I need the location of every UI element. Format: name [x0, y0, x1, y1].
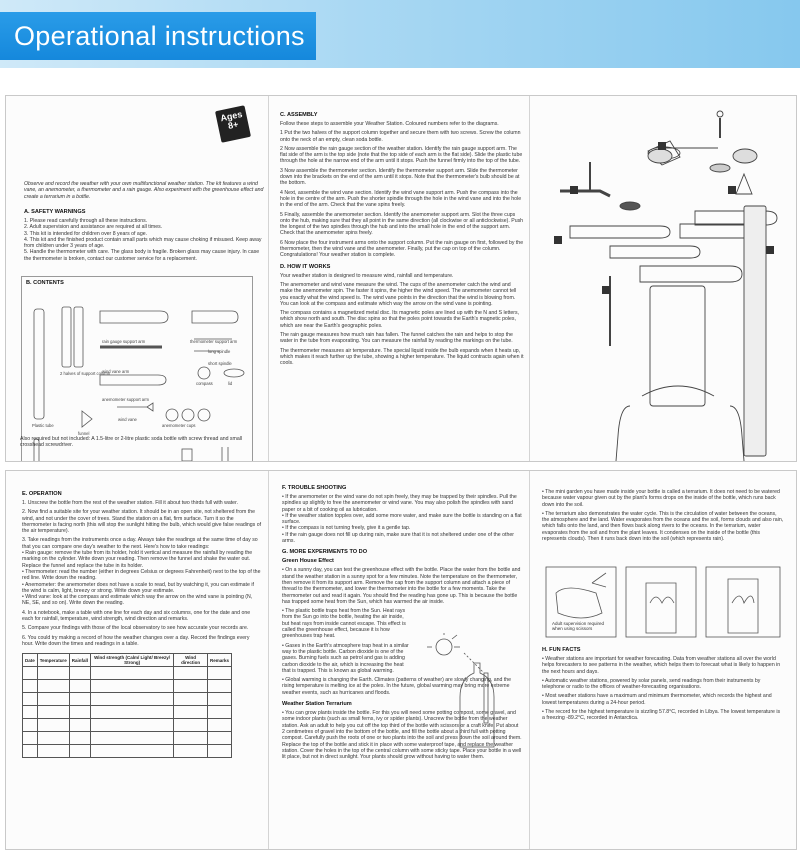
header-banner	[0, 0, 800, 68]
safety-section	[24, 204, 264, 262]
age-badge: Ages 8+	[215, 105, 251, 143]
greenhouse-paragraph: • Global warming is changing the Earth. Climates (patterns of weather) are slowly changing, and the rising temperature is melting ice at the poles. In the future, global warming may bring more extreme weather events, such as hurricanes and floods.	[282, 677, 512, 696]
terrarium-illustration	[542, 563, 784, 643]
terrarium-paragraph: • You can grow plants inside the bottle. For this you will need some potting compost, some gravel, and some indoor plants (such as small ferns, ivy or spider plants). Unscrew the bottle from the weather station. Ask an adult to help you cut off the top third of the bottle with scissors or a craft knife. Put about 2 centimetres of gravel into the bottom of the bottle, and fill the bottle about a third full with potting compost. Carefully push the roots of one or two plants into the soil and press down the soil around them. Replace the top of the bottle and stick it in place with some waterproof tape, and replace the weather station. Cover the holes in the top of the central column with some sticky tape. Place your bottle in a well lit place, but not in direct sunlight. Your plants should grow without having to water them.	[282, 710, 522, 761]
greenhouse-title: Green House Effect	[282, 558, 334, 565]
operation-item: 5. Compare your findings with those of the local observatory to see how accurate your records are.	[22, 625, 249, 632]
assembly-step: 5 Finally, assemble the anemometer section. Identify the anemometer support arm. Slot the three cups onto the hub, making sure that they all point in the same direction (all clockwise or all anticlockwise). Push the longest of the two spindles through the hub and into the small hole in the end of the support arm. Check that the anemometer spins freely.	[280, 211, 524, 237]
troubleshooting-item: • If the weather station topples over, add some more water, and make sure the bottle is standing on a flat surface.	[282, 512, 522, 526]
operation-item: 3. Take readings from the instruments once a day. Always take the readings at the same time of day so that you can compare one day's weather to the next. Here's how to take readings:	[22, 537, 258, 550]
table-row	[23, 706, 232, 719]
contents-label: Plastic tube	[32, 423, 54, 428]
terrarium-continued	[542, 489, 784, 545]
assembly-step: 1 Put the two halves of the support column together and secure them with two screws. Screw the column onto the neck of an empty, clean soda bottle.	[280, 130, 521, 143]
page-5	[282, 471, 522, 849]
contents-label: short spindle	[208, 361, 232, 366]
safety-item: 4. This kit and the finished product contain small parts which may cause choking if misused. Keep away from children under 3 years of age.	[24, 236, 262, 250]
greenhouse-paragraph: • The plastic bottle traps heat from the Sun. Heat rays from the Sun go into the bottle, heating the air inside, but heat rays from inside cannot escape. This effect is called the greenhouse effect, because it is how greenhouses trap heat.	[282, 608, 406, 640]
fold-line	[529, 471, 530, 849]
safety-item: 3. This kit is intended for children over 8 years of age.	[24, 230, 148, 237]
terrarium-paragraph: • The mini garden you have made inside your bottle is called a terrarium. It does not need to be watered because water vapour given out by the plant's forms drops on the inside of the bottle, which runs back down into the soil.	[542, 489, 780, 508]
assembly-step: 4 Next, assemble the wind vane section. Identify the wind vane support arm. Push the compass into the hole in the centre of the arm. Push the shorter spindle through the hole in the wind vane and into the hole in the end of the arm. Check that the vane spins freely.	[280, 189, 522, 209]
page-2	[276, 96, 524, 461]
operation-title: E. OPERATION	[22, 491, 62, 497]
table-header-row	[23, 654, 232, 667]
anemometer-arm-icon	[100, 375, 166, 385]
weather-log-table	[22, 653, 232, 758]
fold-line	[268, 96, 269, 461]
column-header: Date	[23, 654, 38, 667]
operation-item: 2. Now find a suitable site for your weather station. It should be in an open site, not sheltered from the wind, and not under the cover of trees. Stand the station on a flat, firm surface. Turn it so the thermometer is facing north (this will stop the sunlight hitting the bulb, which would give false readings of the air temperature).	[22, 509, 262, 535]
operation-item: • Wind vane: look at the compass and estimate which way the arrow on the wind vane is pointing (N, NE, SE, and so on). Write down the reading.	[22, 594, 253, 607]
contents-footnote: Also required but not included: A 1.5-litre or 2-litre plastic soda bottle with screw thread and small crosshead screwdriver.	[20, 436, 243, 449]
diagram-marker	[554, 236, 562, 244]
experiments-title: G. MORE EXPERIMENTS TO DO	[282, 549, 368, 556]
page-title: Operational instructions	[14, 21, 305, 51]
table-row	[23, 745, 232, 758]
greenhouse-paragraph: • Gases in the Earth's atmosphere trap heat in a similar way to the plastic bottle. Carbon dioxide is one of the gases. Burning fuels such as petrol and gas is adding carbon dioxide to the air, which is increasing the heat that is trapped. This is known as global warming.	[282, 642, 409, 674]
assembly-step: 2 Now assemble the rain gauge section of the weather station. Identify the rain gauge support arm. The flat side of the arm is the top side (note that the top side of each arm is the flat side). Slide the plastic tube through the hole at the narrow end of the arm until it stops. Push the funnel firmly into the top of the tube.	[280, 145, 523, 165]
cup-icon	[198, 409, 210, 421]
fun-fact: • The record for the highest temperature is sizzling 57.8°C, recorded in Libya. The lowest temperature is a freezing -89.2°C, recorded in Antarctica.	[542, 709, 781, 722]
contents-label: compass	[196, 381, 213, 386]
assembly-step: 3 Now assemble the thermometer section. Identify the thermometer support arm. Slide the thermometer down into the brackets on the end of the arm until it stops. Note that the thermometer's bulb should be at the bottom.	[280, 167, 520, 187]
column-half-icon	[62, 307, 71, 367]
assembly-section	[280, 112, 524, 370]
page-1	[6, 96, 268, 461]
anemometer-hub-icon	[182, 449, 192, 461]
operation-item: • Thermometer: read the number (either in degrees Celsius or degrees Fahrenheit) next to the top of the red line. Write down the reading.	[22, 568, 261, 582]
terrarium-paragraph: • The terrarium also demonstrates the water cycle. This is the circulation of water between the oceans, the atmosphere and the land. Water evaporates from the oceans and the soil, forms clouds and also rain, which falls onto the land, and then flows back along rivers to the oceans. In the terrarium, water evaporates from the soil and from the plant leaves. It condenses on the inside of the bottle (this represents clouds). Then it runs back down into the soil (which represents rain).	[542, 510, 784, 543]
safety-item: 5. Handle the thermometer with care. The glass body is fragile. Broken glass may cause injury. In case the thermometer is broken, contact our customer service for a replacement.	[24, 249, 260, 262]
fun-fact: • Weather stations are important for weather forecasting. Data from weather stations all over the world helps forecasters to see patterns in the weather, which helps them to forecast what is likely to happen in the next hours and days.	[542, 656, 781, 675]
contents-title: B. CONTENTS	[26, 280, 64, 286]
operation-item: • Rain gauge: remove the tube from its holder, hold it vertical and measure the rainfall by reading the marking on the cylinder. Write down your reading. Then remove the funnel and shake the water out. Replace the funnel and replace the tube in its holder.	[22, 550, 253, 569]
manual-sheet-bottom	[5, 470, 797, 850]
column-header: Temperature	[37, 654, 69, 667]
contents-label: rain gauge support arm	[102, 339, 146, 344]
column-header: Rainfall	[69, 654, 90, 667]
table-row	[23, 667, 232, 680]
fun-fact: • Most weather stations have a maximum and minimum thermometer, which records the highest and lowest temperatures during a 24-hour period.	[542, 693, 772, 706]
scissors-caption: Adult supervision required when using scissors	[552, 621, 605, 631]
safety-item: 1. Please read carefully through all these instructions.	[24, 218, 148, 224]
terrarium-title: Weather Station Terrarium	[282, 701, 352, 708]
assembly-diagram	[530, 96, 796, 461]
funnel-icon	[82, 411, 92, 427]
how-paragraph: Your weather station is designed to measure wind, rainfall and temperature.	[280, 272, 454, 279]
assembly-title: C. ASSEMBLY	[280, 112, 318, 118]
contents-label: wind vane arm	[102, 369, 130, 374]
contents-label: 2 halves of support column	[60, 371, 111, 376]
column-header: Wind direction	[174, 654, 208, 667]
contents-label: anemometer cups	[162, 423, 196, 428]
cup-icon	[182, 409, 194, 421]
compass-icon	[198, 367, 210, 379]
diagram-marker	[728, 186, 736, 194]
assembly-step: 6 Now place the four instrument arms onto the support column. Put the rain gauge on first, followed by the thermometer, then the wind vane and the anemometer. Finally, put the cap on top of the column. Congratulations! Your weather station is complete.	[280, 239, 524, 259]
thermometer-arm-icon	[192, 311, 238, 323]
greenhouse-paragraph: • On a sunny day, you can test the greenhouse effect with the bottle. Place the water from the bottle and stand the weather station in a sunny spot for a few minutes. Note the temperature on the thermometer, then remove it from its support arm. Remove the cap from the support column and attach a piece of thread to the thermometer, and lower the thermometer into the bottle for a few moments. Take the thermometer out and read it again. You should find the reading has gone up. This is because the bottle has trapped some heat from the Sun, which has warmed the air inside.	[282, 567, 521, 605]
table-row	[23, 693, 232, 706]
safety-title: A. SAFETY WARNINGS	[24, 209, 86, 215]
how-paragraph: The compass contains a magnetized metal disc. Its magnetic poles are lined up with the N and S letters, which show north and south. The disc spins so that the poles point towards the Earth's magnetic poles, which are near the Earth's geographic poles.	[280, 310, 520, 329]
wind-vane-icon	[117, 403, 153, 411]
table-row	[23, 719, 232, 732]
plastic-tube-icon	[34, 309, 44, 419]
how-paragraph: The rain gauge measures how much rain has fallen. The funnel catches the rain and helps to stop the water in the tube from evaporating. You can measure the rainfall by reading the markings on the tube.	[280, 332, 513, 345]
fun-facts-title: H. FUN FACTS	[542, 647, 581, 653]
operation-item: • Anemometer: the anemometer does not have a scale to read, but by watching it, you can estimate if the wind is calm, light, breezy or strong. Write down your estimate.	[22, 581, 254, 594]
how-paragraph: The anemometer and wind vane measure the wind. The cups of the anemometer catch the wind and make the anemometer spin. The faster it spins, the higher the wind speed. The anemometer cannot tell you exactly what the wind speed is. The wind vane points in the direction that the wind is blowing from. You can look at the compass and estimate which way the arrow on the wind vane is pointing.	[280, 281, 517, 307]
page-3	[530, 96, 796, 461]
safety-item: 2. Adult supervision and assistance are required at all times.	[24, 224, 163, 231]
contents-label: lid	[228, 381, 233, 386]
diagram-marker	[570, 186, 578, 194]
contents-label: wind vane	[118, 417, 137, 422]
fold-line	[268, 471, 269, 849]
operation-item: 4. In a notebook, make a table with one line for each day and six columns, one for the date and one each for rainfall, temperature, wind strength, wind direction and remarks.	[22, 609, 251, 623]
diagram-marker	[658, 142, 666, 150]
table-row	[23, 680, 232, 693]
rain-gauge-arm-icon	[100, 311, 168, 323]
column-header: Wind strength (Calm/ Light/ Breezy/ Strong)	[90, 654, 173, 667]
intro-text: Observe and record the weather with your own multifunctional weather station. The kit features a wind vane, an anemometer, a thermometer and a rain gauge. Also experiment with the greenhouse effect and create a terrarium in a bottle.	[24, 181, 264, 200]
how-title: D. HOW IT WORKS	[280, 263, 331, 270]
cup-icon	[166, 409, 178, 421]
troubleshooting-item: • If the compass is not turning freely, give it a gentle tap.	[282, 525, 411, 532]
table-row	[23, 732, 232, 745]
fun-fact: • Automatic weather stations, powered by solar panels, send readings from their instruments by telephone or radio to the offices of weather-forecasting organisations.	[542, 677, 761, 691]
contents-label: anemometer support arm	[102, 397, 150, 402]
contents-label: thermometer support arm	[190, 339, 238, 344]
fun-facts-section	[542, 647, 784, 725]
operation-section	[22, 491, 262, 758]
page-6	[542, 471, 786, 849]
contents-box	[21, 276, 253, 462]
greenhouse-illustration	[424, 633, 524, 753]
diagram-marker	[602, 286, 610, 294]
troubleshooting-item: • If the rain gauge does not fill up during rain, make sure that it is not sheltered under one of the other arms.	[282, 531, 514, 545]
column-half-icon	[74, 307, 83, 367]
diagram-marker	[766, 246, 774, 254]
troubleshooting-item: • If the anemometer or the wind vane do not spin freely, they may be trapped by their spindles. Pull the spindles up slightly to free the anemometer or wind vane. You may also polish the spindles with sand paper or a bit of cooking oil as lubrication.	[282, 494, 517, 513]
manual-sheet-top	[5, 95, 797, 462]
how-paragraph: The thermometer measures air temperature. The special liquid inside the bulb expands when it heats up, which makes it reach further up the tube, showing a higher temperature. The liquid contracts again when it cools.	[280, 347, 524, 367]
page-4	[22, 471, 262, 849]
contents-label: funnel	[78, 431, 90, 436]
column-header: Remarks	[207, 654, 231, 667]
lid-icon	[224, 369, 244, 377]
operation-item: 6. You could try making a record of how the weather changes over a day. Record the findings every hour. Write down the times and readings in a table.	[22, 634, 250, 647]
assembly-intro: Follow these steps to assemble your Weather Station. Coloured numbers refer to the diagrams.	[280, 121, 499, 127]
operation-item: 1. Unscrew the bottle from the rest of the weather station. Fill it about two thirds full with water.	[22, 500, 238, 506]
troubleshooting-title: F. TROUBLE SHOOTING	[282, 485, 347, 491]
contents-label: long spindle	[208, 349, 231, 354]
